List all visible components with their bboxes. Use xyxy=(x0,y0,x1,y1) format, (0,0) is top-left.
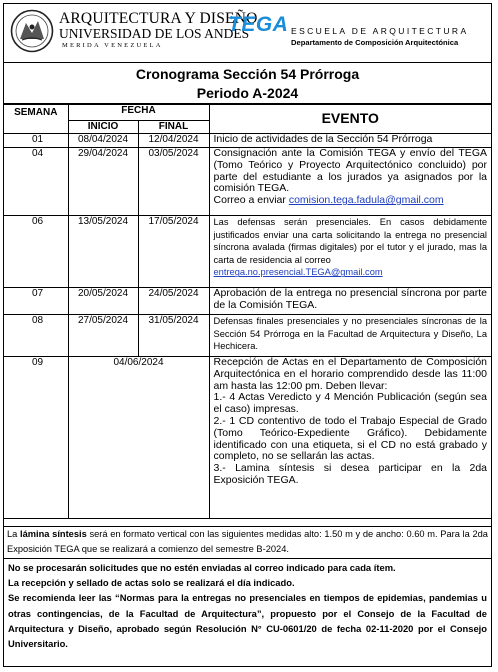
semana-cell: 06 xyxy=(4,216,68,288)
table-header-row xyxy=(4,105,491,121)
evento-text: Recepción de Actas en el Departamento de Composición Arquitectónica en el horario comprendido desde las 11:00 am hasta las 12:00 pm. Deben llevar: xyxy=(213,356,487,392)
footer-line: Se recomienda leer las “Normas para la entregas no presenciales en tiempos de epidemias, pandemias u otras contingencias, de la Facultad de Arquitectura”, propuesto por el Consejo de la Facultad de Arquitectura y Diseño, aprobado según Resolución N° CU-0601/20 de fecha 02-11-2020 por el Consejo Universitario. xyxy=(8,592,487,650)
final-cell: 24/05/2024 xyxy=(138,288,209,315)
evento-text: Las defensas serán presenciales. En casos debidamente justificados enviar una carta solicitando la entrega no presencial síncrona avalada (firmas digitales) por el tutor y el jurado, mas la carta de residencia al correo xyxy=(213,217,487,265)
evento-cell: Defensas finales presenciales y no presenciales síncronas de la Sección 54 Prórroga en la Facultad de Arquitectura y Diseño, La Hechicera. xyxy=(209,315,491,357)
col-semana-header: SEMANA xyxy=(4,105,68,134)
requirement-item: 2.- 1 CD contentivo de todo el Trabajo Especial de Grado (Tomo Teórico-Expediente Gráfico). Debidamente identificado con una etiqueta, si el CD no está grabado y completo, no se sellarán las actas. xyxy=(213,414,487,463)
university-name-line2: UNIVERSIDAD DE LOS ANDES xyxy=(59,26,250,41)
school-name: ESCUELA DE ARQUITECTURA xyxy=(291,26,469,36)
email-link[interactable]: comision.tega.fadula@gmail.com xyxy=(288,194,444,207)
evento-cell xyxy=(209,216,491,288)
requirement-item: 1.- 4 Actas Veredicto y 4 Mención Publicación (según sea el caso) impresas. xyxy=(213,391,487,416)
table-row xyxy=(4,216,491,288)
semana-cell: 01 xyxy=(4,134,68,148)
final-cell: 03/05/2024 xyxy=(138,148,209,216)
requirement-item: 3.- Lamina síntesis si desea participar en la 2da Exposición TEGA. xyxy=(213,462,487,486)
table-row xyxy=(4,357,491,519)
tega-logo: TEGA xyxy=(228,13,289,36)
note-text: será en formato vertical con las siguientes medidas alto: 1.50 m y de ancho: 0.60 m. Para la 2da Exposición TEGA que se realizará a comienzo del semestre B-2024. xyxy=(7,529,488,555)
col-evento-header: EVENTO xyxy=(209,105,491,134)
note-text: La xyxy=(7,529,21,539)
department-name: Departamento de Composición Arquitectónica xyxy=(291,38,459,47)
footer-line: No se procesarán solicitudes que no estén enviadas al correo indicado para cada ítem. xyxy=(8,562,396,573)
inicio-cell: 08/04/2024 xyxy=(68,134,138,148)
footer-line: La recepción y sellado de actas solo se realizará el día indicado. xyxy=(8,577,295,589)
final-cell: 31/05/2024 xyxy=(138,315,209,357)
title-line1: Cronograma Sección 54 Prórroga xyxy=(135,66,360,82)
evento-cell: Inicio de actividades de la Sección 54 Prórroga xyxy=(209,134,491,148)
fecha-cell: 04/06/2024 xyxy=(68,357,209,519)
title-line2: Periodo A-2024 xyxy=(196,85,299,101)
evento-text: Consignación ante la Comisión TEGA y envío del TEGA (Tomo Teórico y Proyecto Arquitectónico concluido) por parte del estudiante a los jurados ya asignados por la comisión TEGA. xyxy=(213,147,487,195)
col-fecha-header: FECHA xyxy=(68,105,209,121)
lamina-note xyxy=(4,526,491,559)
inicio-cell: 13/05/2024 xyxy=(68,216,138,288)
inicio-cell: 27/05/2024 xyxy=(68,315,138,357)
footer-notes xyxy=(4,560,491,651)
semana-cell: 07 xyxy=(4,288,68,315)
schedule-table xyxy=(4,104,491,519)
document-frame xyxy=(3,3,492,667)
inicio-cell: 20/05/2024 xyxy=(68,288,138,315)
evento-cell xyxy=(209,148,491,216)
col-inicio-header: INICIO xyxy=(68,121,138,134)
note-bold-text: lámina síntesis xyxy=(20,529,87,539)
correo-label: Correo a enviar xyxy=(213,194,289,207)
evento-cell: Aprobación de la entrega no presencial síncrona por parte de la Comisión TEGA. xyxy=(209,288,491,315)
table-row xyxy=(4,134,491,148)
semana-cell: 08 xyxy=(4,315,68,357)
university-seal-icon xyxy=(10,9,54,53)
semana-cell: 09 xyxy=(4,357,68,519)
university-name-line1: ARQUITECTURA Y DISEÑO xyxy=(59,10,258,27)
table-row xyxy=(4,315,491,357)
correo-line xyxy=(214,195,487,207)
semana-cell: 04 xyxy=(4,148,68,216)
letterhead xyxy=(4,4,491,63)
table-row xyxy=(4,288,491,315)
final-cell: 12/04/2024 xyxy=(138,134,209,148)
document-title xyxy=(4,63,491,104)
table-row xyxy=(4,148,491,216)
final-cell: 17/05/2024 xyxy=(138,216,209,288)
evento-cell xyxy=(209,357,491,519)
inicio-cell: 29/04/2024 xyxy=(68,148,138,216)
email-link[interactable]: entrega.no.presencial.TEGA@gmail.com xyxy=(213,267,383,278)
university-location: MERIDA VENEZUELA xyxy=(62,42,163,49)
col-final-header: FINAL xyxy=(138,121,209,134)
